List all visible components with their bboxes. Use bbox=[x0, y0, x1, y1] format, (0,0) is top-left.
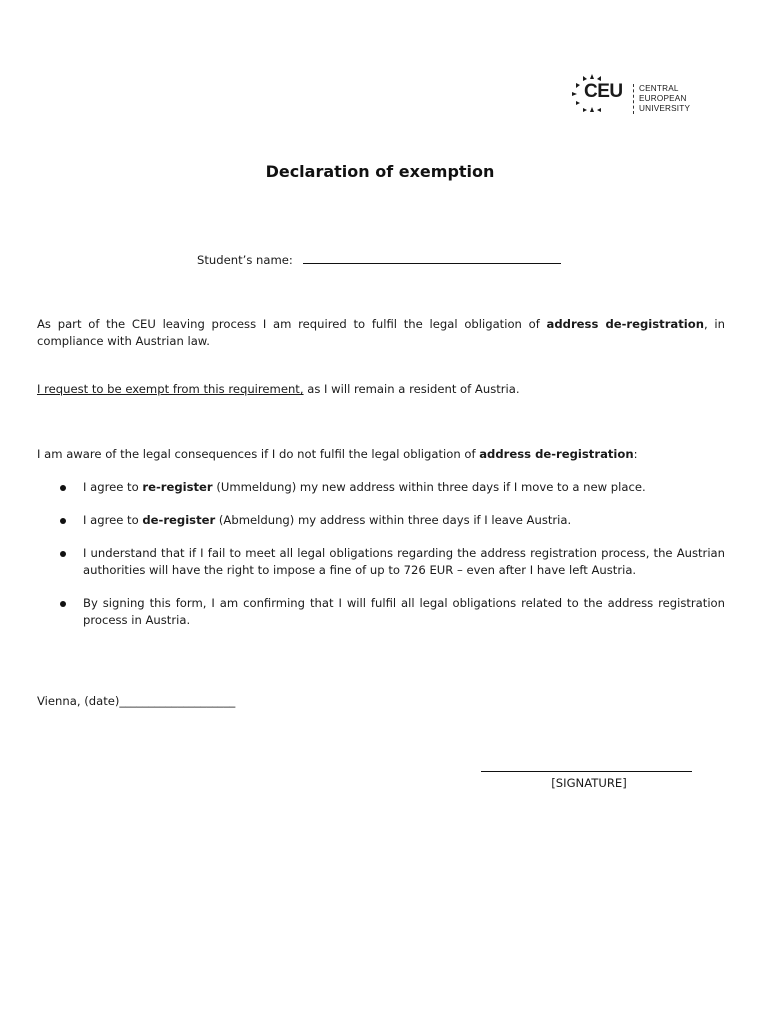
paragraph-legal-consequences bbox=[37, 446, 725, 463]
para1-bold-term: address de-registration bbox=[546, 317, 704, 331]
para3-bold-term: address de-registration bbox=[479, 447, 634, 461]
logo-line-2: EUROPEAN bbox=[639, 94, 687, 103]
para3-text: I am aware of the legal consequences if I do not fulfil the legal obligation of bbox=[37, 447, 480, 461]
para1-text: As part of the CEU leaving process I am required to fulfil the legal obligation of bbox=[37, 317, 547, 331]
bullet1-text: I agree to bbox=[83, 480, 143, 494]
bullet-icon bbox=[60, 485, 66, 491]
bullet-icon bbox=[60, 601, 66, 607]
logo-line-1: CENTRAL bbox=[639, 84, 679, 93]
bullet-icon bbox=[60, 518, 66, 524]
date-field[interactable]: Vienna, (date)____________________ bbox=[37, 694, 236, 708]
logo-abbreviation: CEU bbox=[584, 81, 623, 102]
list-item bbox=[37, 512, 725, 529]
student-name-field[interactable] bbox=[303, 250, 561, 264]
bullet2-text: I agree to bbox=[83, 513, 143, 527]
list-item bbox=[37, 479, 725, 496]
page-title: Declaration of exemption bbox=[265, 162, 495, 181]
bullet1-bold-term: re-register bbox=[142, 480, 213, 494]
student-name-label: Student’s name: bbox=[197, 253, 293, 267]
para1-text-end: , in compliance with Austrian law. bbox=[37, 317, 725, 348]
signature-field[interactable] bbox=[481, 771, 692, 772]
ceu-logo bbox=[570, 72, 700, 116]
bullet2-bold-term: de-register bbox=[142, 513, 216, 527]
bullet4-text: By signing this form, I am confirming that I will fulfil all legal obligations related to the address registration process in Austria. bbox=[83, 596, 725, 627]
logo-line-3: UNIVERSITY bbox=[639, 104, 691, 113]
para2-underlined-text: I request to be exempt from this requirement, bbox=[37, 382, 304, 396]
bullet3-text: I understand that if I fail to meet all legal obligations regarding the address registration process, the Austrian authorities will have the right to impose a fine of up to 726 EUR – even after I have left Austria. bbox=[83, 546, 725, 577]
bullet1-text-end: (Ummeldung) my new address within three days if I move to a new place. bbox=[212, 480, 646, 494]
para2-text-end: as I will remain a resident of Austria. bbox=[303, 382, 520, 396]
list-item bbox=[37, 545, 725, 579]
list-item bbox=[37, 595, 725, 629]
obligations-list bbox=[37, 479, 725, 645]
para3-text-end: : bbox=[633, 447, 638, 461]
logo-separator bbox=[633, 84, 634, 114]
logo-university-name bbox=[639, 84, 690, 114]
bullet2-text-end: (Abmeldung) my address within three days if I leave Austria. bbox=[215, 513, 572, 527]
paragraph-leaving-process bbox=[37, 316, 725, 350]
bullet-icon bbox=[60, 551, 66, 557]
paragraph-exemption-request bbox=[37, 381, 725, 398]
signature-label: [SIGNATURE] bbox=[551, 776, 627, 790]
student-name-row bbox=[197, 250, 577, 269]
